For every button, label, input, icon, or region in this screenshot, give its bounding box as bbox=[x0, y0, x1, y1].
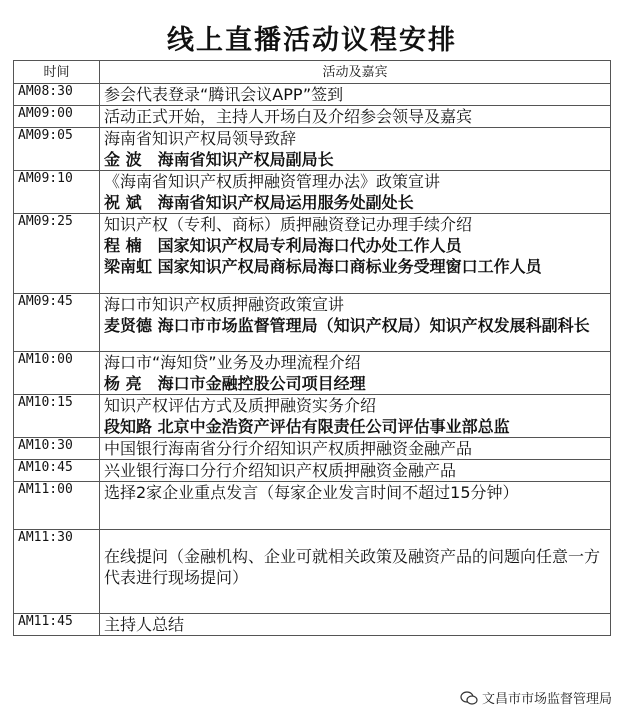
row-time: AM10:45 bbox=[14, 460, 100, 482]
activity-text: 知识产权评估方式及质押融资实务介绍 bbox=[104, 396, 377, 415]
table-row bbox=[14, 438, 611, 460]
speaker-text: 梁南虹 国家知识产权局商标局海口商标业务受理窗口工作人员 bbox=[104, 257, 542, 276]
activity-text: 主持人总结 bbox=[104, 615, 185, 634]
row-activity bbox=[100, 128, 611, 171]
row-activity bbox=[100, 352, 611, 395]
row-time: AM09:25 bbox=[14, 214, 100, 294]
row-activity bbox=[100, 84, 611, 106]
row-time: AM10:30 bbox=[14, 438, 100, 460]
table-row bbox=[14, 294, 611, 352]
row-activity bbox=[100, 395, 611, 438]
row-activity bbox=[100, 214, 611, 294]
row-activity bbox=[100, 482, 611, 530]
agenda-table bbox=[13, 60, 611, 636]
row-time: AM10:15 bbox=[14, 395, 100, 438]
row-activity bbox=[100, 614, 611, 636]
table-row bbox=[14, 84, 611, 106]
row-time: AM09:05 bbox=[14, 128, 100, 171]
activity-text: 在线提问（金融机构、企业可就相关政策及融资产品的问题向任意一方代表进行现场提问） bbox=[104, 547, 601, 587]
row-time: AM08:30 bbox=[14, 84, 100, 106]
table-row bbox=[14, 482, 611, 530]
row-time: AM09:00 bbox=[14, 106, 100, 128]
activity-text: 海口市知识产权质押融资政策宣讲 bbox=[104, 295, 345, 314]
watermark-text: 文昌市市场监督管理局 bbox=[481, 692, 612, 707]
speaker-text: 杨 亮 海口市金融控股公司项目经理 bbox=[104, 374, 366, 393]
table-row bbox=[14, 614, 611, 636]
row-activity bbox=[100, 294, 611, 352]
row-activity bbox=[100, 530, 611, 614]
row-activity bbox=[100, 438, 611, 460]
activity-text: 参会代表登录“腾讯会议APP”签到 bbox=[104, 85, 344, 104]
table-row bbox=[14, 530, 611, 614]
row-time: AM10:00 bbox=[14, 352, 100, 395]
row-activity bbox=[100, 106, 611, 128]
speaker-text: 麦贤德 海口市市场监督管理局（知识产权局）知识产权发展科副科长 bbox=[104, 316, 590, 335]
page-title: 线上直播活动议程安排 bbox=[167, 25, 457, 56]
row-activity bbox=[100, 460, 611, 482]
table-row bbox=[14, 128, 611, 171]
header-activity: 活动及嘉宾 bbox=[100, 61, 611, 84]
table-row bbox=[14, 214, 611, 294]
speaker-text: 程 楠 国家知识产权局专利局海口代办处工作人员 bbox=[104, 236, 462, 255]
activity-text: 知识产权（专利、商标）质押融资登记办理手续介绍 bbox=[104, 215, 473, 234]
speaker-text: 祝 斌 海南省知识产权局运用服务处副处长 bbox=[104, 193, 414, 212]
row-time: AM11:00 bbox=[14, 482, 100, 530]
table-row bbox=[14, 106, 611, 128]
row-time: AM09:10 bbox=[14, 171, 100, 214]
activity-text: 海南省知识产权局领导致辞 bbox=[104, 129, 297, 148]
table-row bbox=[14, 460, 611, 482]
row-time: AM11:45 bbox=[14, 614, 100, 636]
table-row bbox=[14, 352, 611, 395]
wechat-icon bbox=[460, 691, 478, 705]
row-time: AM11:30 bbox=[14, 530, 100, 614]
header-time: 时间 bbox=[14, 61, 100, 84]
activity-text: 中国银行海南省分行介绍知识产权质押融资金融产品 bbox=[104, 439, 473, 458]
row-activity bbox=[100, 171, 611, 214]
activity-text: 选择2家企业重点发言（每家企业发言时间不超过15分钟） bbox=[104, 483, 519, 502]
watermark bbox=[460, 688, 612, 707]
table-row bbox=[14, 171, 611, 214]
speaker-text: 段知路 北京中金浩资产评估有限责任公司评估事业部总监 bbox=[104, 417, 510, 436]
activity-text: 活动正式开始，主持人开场白及介绍参会领导及嘉宾 bbox=[104, 107, 473, 126]
activity-text: 兴业银行海口分行介绍知识产权质押融资金融产品 bbox=[104, 461, 457, 480]
row-time: AM09:45 bbox=[14, 294, 100, 352]
table-row bbox=[14, 395, 611, 438]
activity-text: 海口市“海知贷”业务及办理流程介绍 bbox=[104, 353, 361, 372]
activity-text: 《海南省知识产权质押融资管理办法》政策宣讲 bbox=[104, 172, 441, 191]
speaker-text: 金 波 海南省知识产权局副局长 bbox=[104, 150, 334, 169]
row-spacer bbox=[104, 530, 606, 546]
table-header-row bbox=[14, 61, 611, 84]
agenda-rows bbox=[14, 84, 611, 636]
